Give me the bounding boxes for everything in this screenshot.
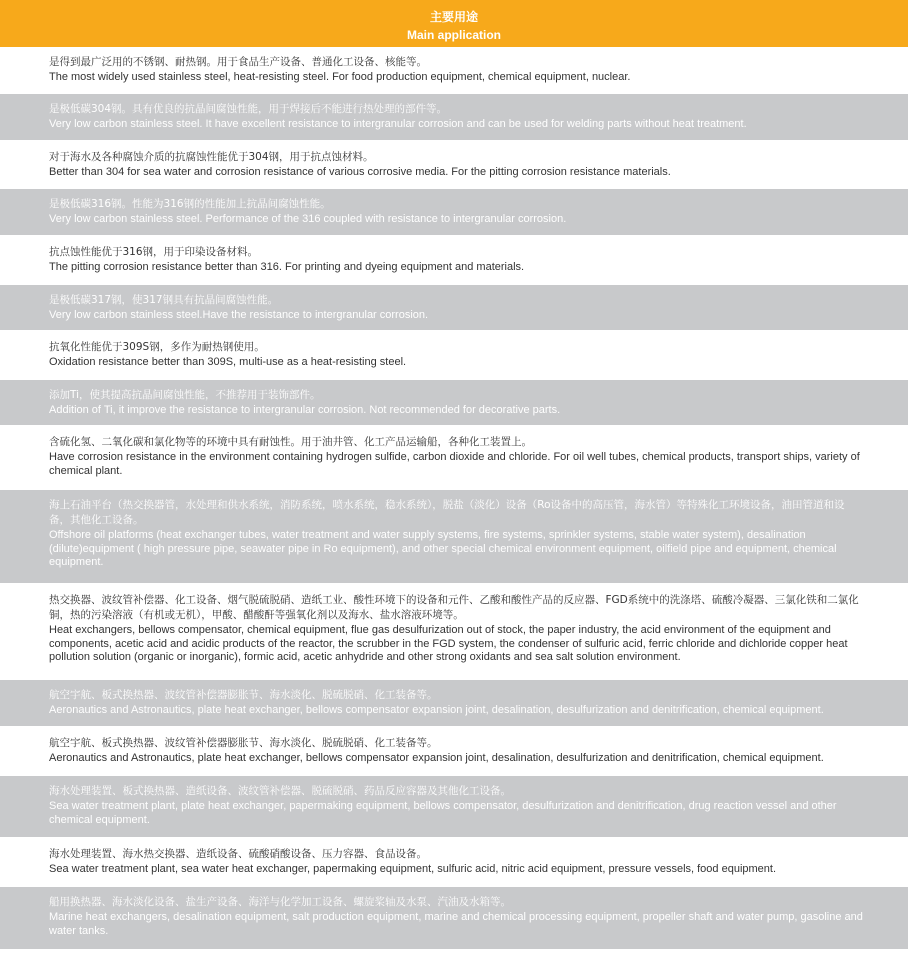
table-row — [0, 285, 908, 332]
table-row — [0, 680, 908, 728]
row-text-en: Marine heat exchangers, desalination equipment, salt production equipment, marine and chemical processing equipment, propeller shaft and water pump, gasoline and water tanks. — [49, 911, 863, 937]
row-text-en: Very low carbon stainless steel. Performance of the 316 coupled with resistance to intergranular corrosion. — [49, 213, 567, 225]
table-row — [0, 380, 908, 427]
row-text-zh: 抗氧化性能优于309S钢，多作为耐热钢使用。 — [49, 341, 265, 353]
row-text-zh: 抗点蚀性能优于316钢，用于印染设备材料。 — [49, 246, 259, 258]
row-text-en: Better than 304 for sea water and corrosion resistance of various corrosive media. For the pitting corrosion resistance materials. — [49, 166, 671, 178]
table-row — [0, 776, 908, 839]
row-text-en: Addition of Ti, it improve the resistance to intergranular corrosion. Not recommended for decorative parts. — [49, 404, 561, 416]
header-title-zh: 主要用途 — [429, 10, 478, 24]
row-text-zh: 热交换器、波纹管补偿器、化工设备、烟气脱硫脱硝、造纸工业、酸性环境下的设备和元件、乙酸和酸性产品的反应器、FGD系统中的洗涤塔、硫酸冷凝器、三氯化铁和二氯化铜，热的污染溶液（有机或无机），甲酸、醋酸酐等强氧化剂以及海水、盐水溶液环境等。 — [49, 594, 859, 621]
table-row — [0, 728, 908, 776]
row-text-en: Aeronautics and Astronautics, plate heat exchanger, bellows compensator expansion joint, desalination, desulfurization and denitrification, chemical equipment. — [49, 752, 824, 764]
row-text-en: Very low carbon stainless steel.Have the resistance to intergranular corrosion. — [49, 309, 429, 321]
row-text-zh: 海水处理装置、板式换热器、造纸设备、波纹管补偿器、脱硫脱硝、药品反应容器及其他化工设备。 — [49, 785, 511, 797]
table-row — [0, 189, 908, 237]
row-text-zh: 海水处理装置、海水热交换器、造纸设备、硫酸硝酸设备、压力容器、食品设备。 — [49, 848, 427, 860]
table-row — [0, 47, 908, 94]
table-row — [0, 427, 908, 490]
row-text-en: Heat exchangers, bellows compensator, chemical equipment, flue gas desulfurization out of stock, the paper industry, the acid environment of the equipment and components, acetic acid and acidic products of the reactor, the scrubber in the FGD system, the condenser of sulfuric acid, ferric chloride and dichloride copper heat pollution solution (organic or inorganic), formic acid, acetic anhydride and other strong oxidants and sea salt solution environment. — [49, 624, 848, 663]
table-row — [0, 839, 908, 887]
row-text-zh: 是极低碳304钢。具有优良的抗晶间腐蚀性能，用于焊接后不能进行热处理的部件等。 — [49, 103, 448, 115]
row-text-en: Have corrosion resistance in the environment containing hydrogen sulfide, carbon dioxide and chloride. For oil well tubes, chemical products, transport ships, variety of chemical plant. — [49, 451, 860, 477]
row-text-en: Sea water treatment plant, plate heat exchanger, papermaking equipment, bellows compensator, desulfurization and denitrification, drug reaction vessel and other chemical equipment. — [49, 800, 837, 826]
table-row — [0, 237, 908, 285]
row-text-en: Offshore oil platforms (heat exchanger tubes, water treatment and water supply systems, fire systems, sprinkler systems, stable water system), desalination (dilute)equipment ( high pressure pipe, seawater pipe in Ro equipment), and other special chemical environment equipment, oilfield pipe and equipment, chemical equipment. — [49, 529, 837, 568]
row-text-zh: 添加Ti，使其提高抗晶间腐蚀性能，不推荐用于装饰部件。 — [49, 389, 321, 401]
row-text-zh: 是得到最广泛用的不锈钢、耐热钢。用于食品生产设备、普通化工设备、核能等。 — [49, 56, 427, 68]
row-text-zh: 海上石油平台（热交换器管，水处理和供水系统，消防系统，喷水系统，稳水系统），脱盐（淡化）设备（Ro设备中的高压管，海水管）等特殊化工环境设备，油田管道和设备，其他化工设备。 — [49, 499, 845, 526]
table-row — [0, 142, 908, 189]
row-text-zh: 航空宇航、板式换热器、波纹管补偿器膨胀节、海水淡化、脱硫脱硝、化工装备等。 — [49, 737, 438, 749]
row-text-zh: 含硫化氢、二氧化碳和氯化物等的环境中具有耐蚀性。用于油井管、化工产品运输船，各种化工装置上。 — [49, 436, 532, 448]
row-text-en: The pitting corrosion resistance better than 316. For printing and dyeing equipment and materials. — [49, 261, 525, 273]
row-text-zh: 航空宇航、板式换热器、波纹管补偿器膨胀节、海水淡化、脱硫脱硝、化工装备等。 — [49, 689, 438, 701]
row-text-zh: 对于海水及各种腐蚀介质的抗腐蚀性能优于304钢，用于抗点蚀材料。 — [49, 151, 374, 163]
table-body — [0, 47, 908, 951]
row-text-zh: 是极低碳316钢。性能为316钢的性能加上抗晶间腐蚀性能。 — [49, 198, 331, 210]
row-text-en: The most widely used stainless steel, heat-resisting steel. For food production equipment, chemical equipment, nuclear. — [49, 71, 631, 83]
row-text-en: Very low carbon stainless steel. It have excellent resistance to intergranular corrosion and can be used for welding parts without heat treatment. — [49, 118, 747, 130]
header-title-en: Main application — [406, 28, 501, 42]
row-text-en: Sea water treatment plant, sea water heat exchanger, papermaking equipment, sulfuric acid, nitric acid equipment, pressure vessels, food equipment. — [49, 863, 777, 875]
row-text-en: Oxidation resistance better than 309S, multi-use as a heat-resisting steel. — [49, 356, 407, 368]
row-text-zh: 船用换热器、海水淡化设备、盐生产设备、海洋与化学加工设备、螺旋桨轴及水泵、汽油及水箱等。 — [49, 896, 511, 908]
table-row — [0, 585, 908, 680]
row-text-en: Aeronautics and Astronautics, plate heat exchanger, bellows compensator expansion joint, desalination, desulfurization and denitrification, chemical equipment. — [49, 704, 824, 716]
table-header — [0, 0, 908, 47]
table-row — [0, 887, 908, 951]
table-row — [0, 94, 908, 142]
row-text-zh: 是极低碳317钢，使317钢具有抗晶间腐蚀性能。 — [49, 294, 279, 306]
table-row — [0, 490, 908, 585]
table-row — [0, 332, 908, 380]
